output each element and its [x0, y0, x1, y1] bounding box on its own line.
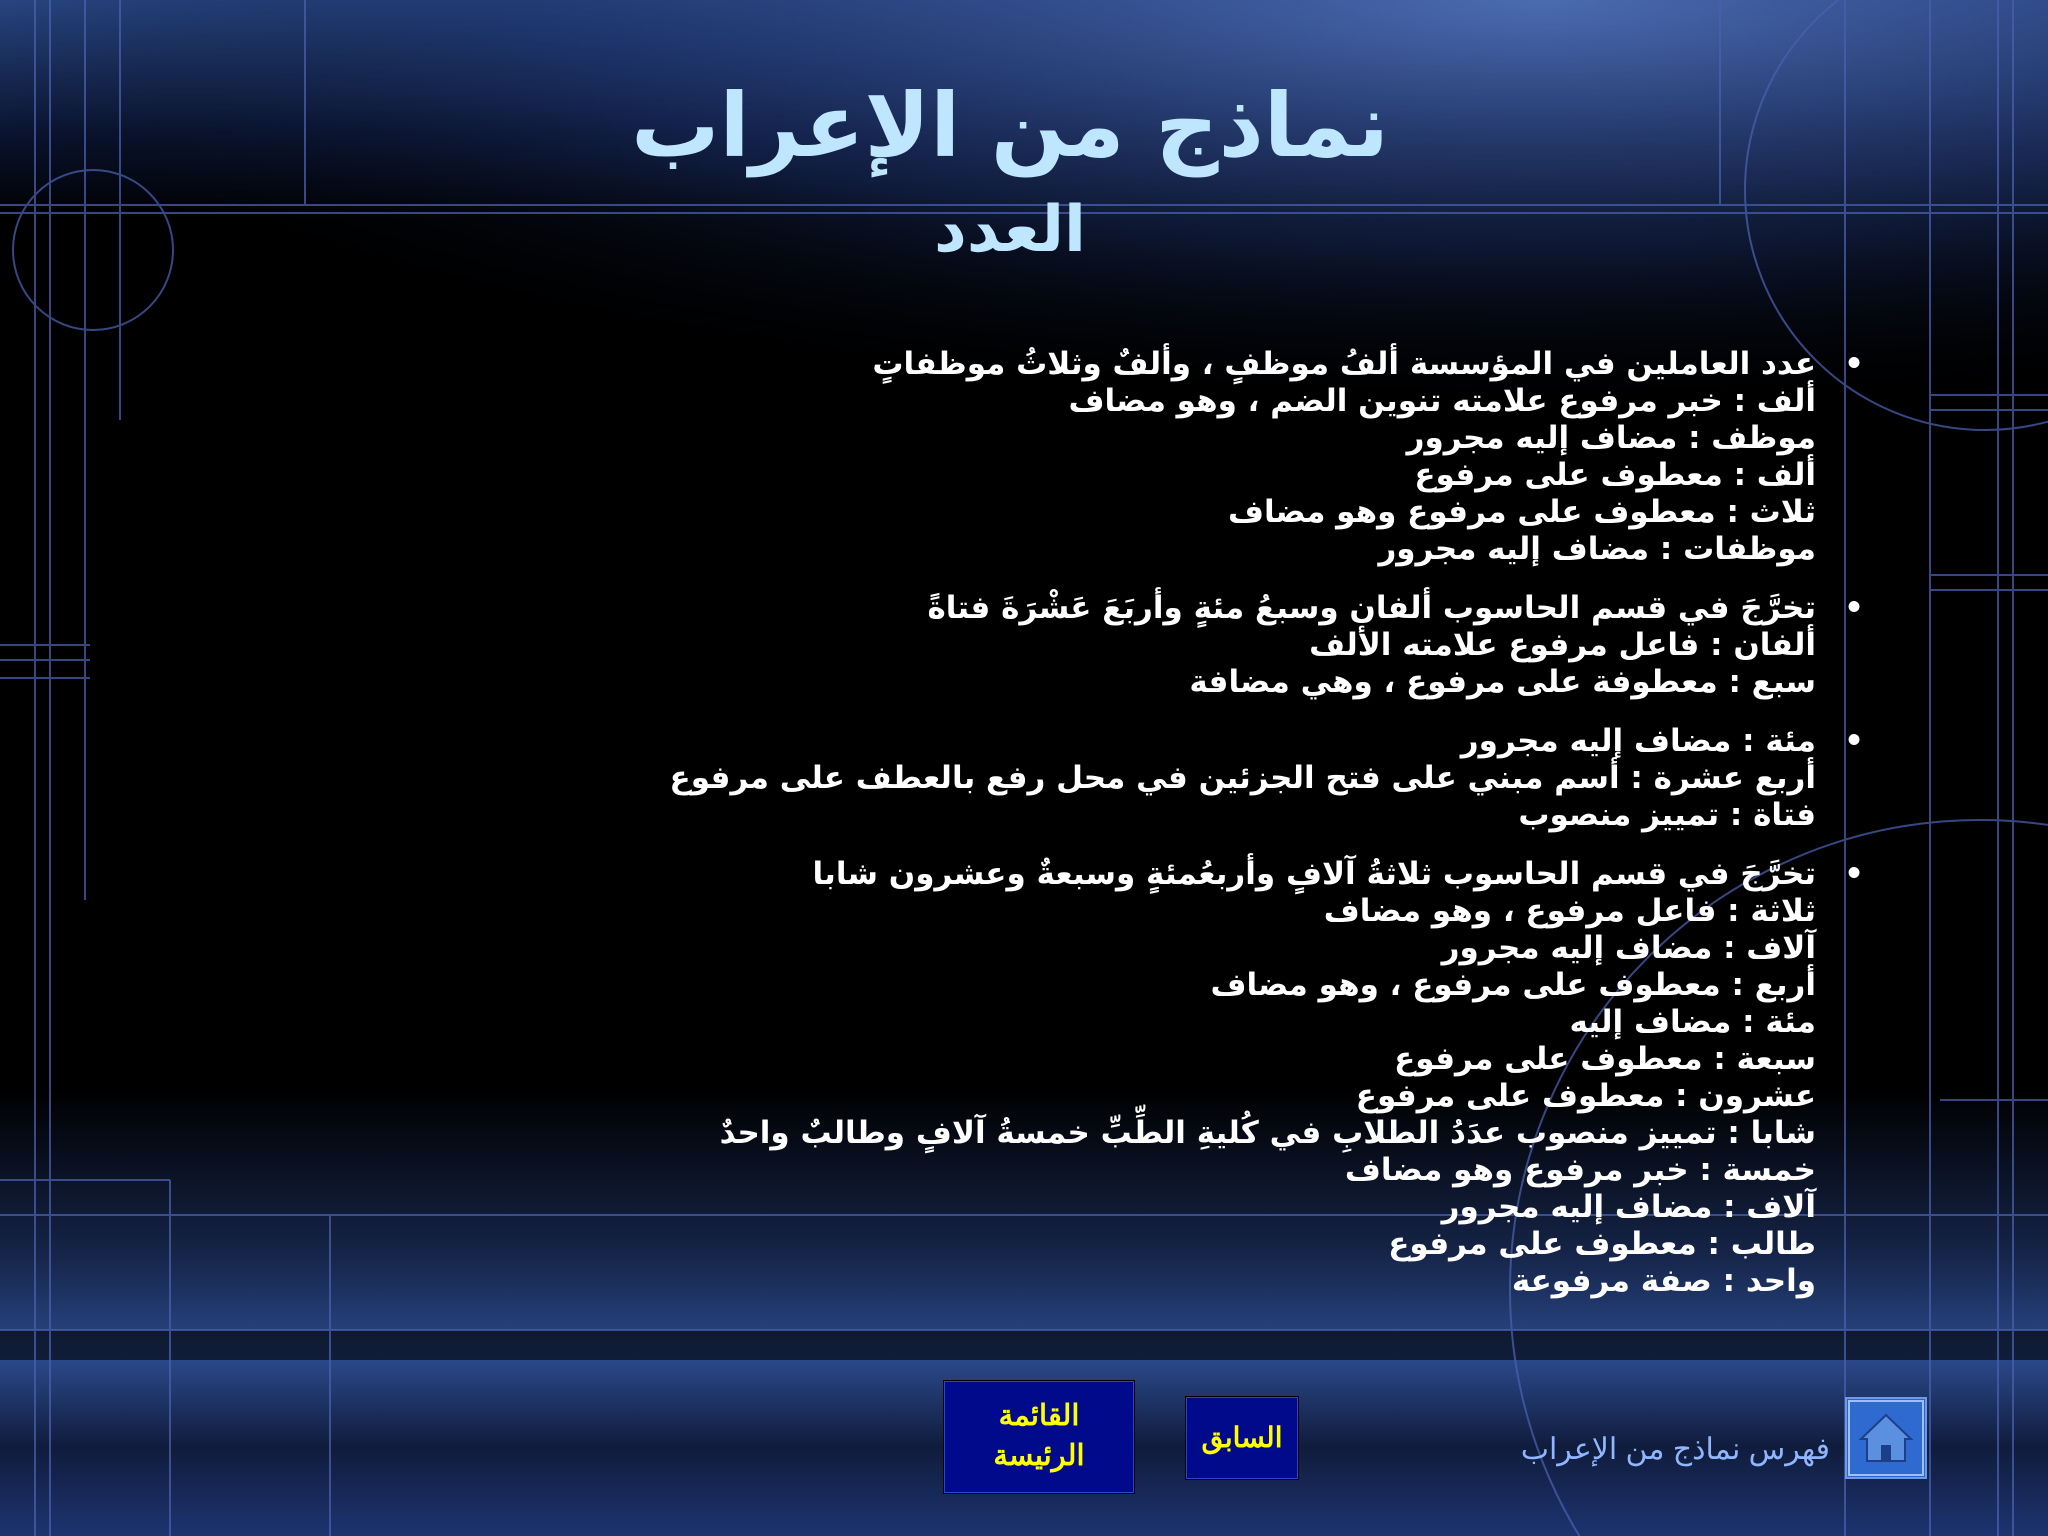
house-icon: [1847, 1399, 1925, 1477]
home-button[interactable]: [1845, 1397, 1927, 1479]
item-line: ألف : خبر مرفوع علامته تنوين الضم ، وهو مضاف: [1068, 383, 1816, 419]
list-item: [560, 590, 1896, 701]
slide-title: نماذج من الإعراب: [631, 74, 1389, 177]
item-line: عدد العاملين في المؤسسة ألفُ موظفٍ ، وألفٌ وثلاثُ موظفاتٍ: [872, 346, 1816, 382]
item-line: موظف : مضاف إليه مجرور: [1406, 420, 1816, 456]
item-line: أربع : معطوف على مرفوع ، وهو مضاف: [1210, 967, 1816, 1003]
item-line: ثلاثة : فاعل مرفوع ، وهو مضاف: [1323, 893, 1816, 929]
item-line: خمسة : خبر مرفوع وهو مضاف: [1344, 1152, 1816, 1188]
bullet-icon: •: [1844, 346, 1864, 382]
item-line: فتاة : تمييز منصوب: [1518, 797, 1816, 833]
previous-button[interactable]: السابق: [1186, 1397, 1298, 1479]
bullet-icon: •: [1844, 723, 1864, 759]
slide-content: [560, 346, 1896, 1322]
item-line: مئة : مضاف إليه مجرور: [1460, 723, 1816, 759]
slide-subtitle: العدد: [934, 193, 1086, 267]
main-menu-button[interactable]: [944, 1381, 1134, 1493]
list-item: [560, 856, 1896, 1300]
item-line: آلاف : مضاف إليه مجرور: [1441, 1189, 1816, 1225]
item-line: ثلاث : معطوف على مرفوع وهو مضاف: [1228, 494, 1816, 530]
item-line: تخرَّجَ في قسم الحاسوب ألفان وسبعُ مئةٍ وأربَعَ عَشْرَةَ فتاةً: [927, 590, 1816, 626]
item-line: طالب : معطوف على مرفوع: [1388, 1226, 1816, 1262]
item-line: أربع عشرة : أسم مبني على فتح الجزئين في محل رفع بالعطف على مرفوع: [669, 760, 1816, 796]
list-item: [560, 346, 1896, 568]
item-line: ألفان : فاعل مرفوع علامته الألف: [1309, 627, 1816, 663]
item-line: واحد : صفة مرفوعة: [1511, 1263, 1816, 1299]
item-line: سبع : معطوفة على مرفوع ، وهي مضافة: [1189, 664, 1816, 700]
main-menu-label-line2: الرئيسة: [993, 1440, 1085, 1472]
item-line: شابا : تمييز منصوب عدَدُ الطلابِ في كُليةِ الطِّبِّ خمسةُ آلافٍ وطالبٌ واحدٌ: [719, 1115, 1816, 1151]
item-line: مئة : مضاف إليه: [1569, 1004, 1816, 1040]
main-menu-label-line1: القائمة: [998, 1400, 1080, 1432]
list-item: [560, 723, 1896, 834]
item-line: آلاف : مضاف إليه مجرور: [1441, 930, 1816, 966]
item-line: ألف : معطوف على مرفوع: [1414, 457, 1816, 493]
item-line: موظفات : مضاف إليه مجرور: [1378, 531, 1816, 567]
item-line: عشرون : معطوف على مرفوع: [1355, 1078, 1816, 1114]
bullet-icon: •: [1844, 590, 1864, 626]
item-line: تخرَّجَ في قسم الحاسوب ثلاثةُ آلافٍ وأربعُمئةٍ وسبعةٌ وعشرون شابا: [812, 856, 1816, 892]
item-line: سبعة : معطوف على مرفوع: [1394, 1041, 1816, 1077]
index-link[interactable]: فهرس نماذج من الإعراب: [1520, 1433, 1830, 1466]
bullet-icon: •: [1844, 856, 1864, 892]
